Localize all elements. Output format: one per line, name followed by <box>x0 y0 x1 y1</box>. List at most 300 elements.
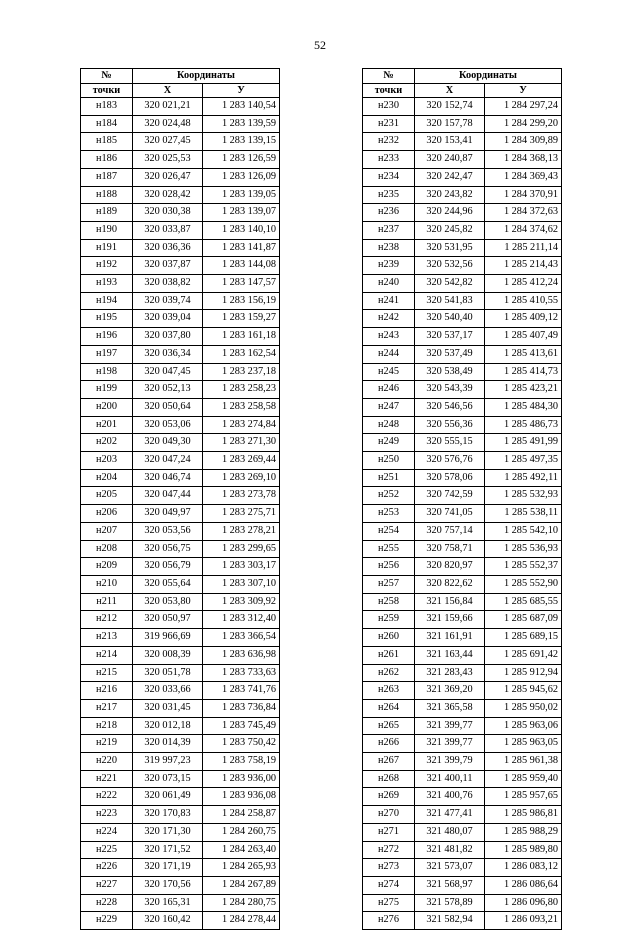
point-number-cell: н271 <box>363 823 415 841</box>
point-number-cell: н263 <box>363 682 415 700</box>
table-row <box>81 522 280 540</box>
point-number-cell: н193 <box>81 275 133 293</box>
table-row <box>363 168 562 186</box>
x-coordinate-cell: 320 046,74 <box>133 469 203 487</box>
y-coordinate-cell: 1 283 139,15 <box>203 133 280 151</box>
y-coordinate-cell: 1 285 536,93 <box>485 540 562 558</box>
y-coordinate-cell: 1 285 423,21 <box>485 381 562 399</box>
point-number-cell: н206 <box>81 505 133 523</box>
y-coordinate-cell: 1 283 147,57 <box>203 275 280 293</box>
y-coordinate-cell: 1 283 273,78 <box>203 487 280 505</box>
x-coordinate-cell: 320 039,04 <box>133 310 203 328</box>
table-row <box>81 416 280 434</box>
y-coordinate-cell: 1 285 491,99 <box>485 434 562 452</box>
x-coordinate-cell: 320 073,15 <box>133 770 203 788</box>
x-coordinate-cell: 320 171,19 <box>133 859 203 877</box>
table-row <box>81 558 280 576</box>
table-row <box>363 186 562 204</box>
point-number-cell: н202 <box>81 434 133 452</box>
point-number-cell: н223 <box>81 806 133 824</box>
y-coordinate-cell: 1 285 542,10 <box>485 522 562 540</box>
table-row <box>81 611 280 629</box>
y-coordinate-cell: 1 283 307,10 <box>203 575 280 593</box>
x-coordinate-cell: 320 061,49 <box>133 788 203 806</box>
point-number-cell: н204 <box>81 469 133 487</box>
table-row <box>81 434 280 452</box>
y-coordinate-cell: 1 285 492,11 <box>485 469 562 487</box>
point-number-cell: н267 <box>363 753 415 771</box>
point-number-cell: н184 <box>81 115 133 133</box>
point-number-cell: н218 <box>81 717 133 735</box>
point-number-cell: н214 <box>81 646 133 664</box>
y-coordinate-cell: 1 283 736,84 <box>203 699 280 717</box>
x-coordinate-cell: 321 283,43 <box>415 664 485 682</box>
table-row <box>363 540 562 558</box>
table-row <box>363 133 562 151</box>
table-row <box>363 292 562 310</box>
x-coordinate-cell: 320 242,47 <box>415 168 485 186</box>
point-number-cell: н237 <box>363 221 415 239</box>
table-row <box>363 221 562 239</box>
table-row <box>81 151 280 169</box>
table-row <box>363 98 562 116</box>
x-coordinate-cell: 320 027,45 <box>133 133 203 151</box>
y-coordinate-cell: 1 285 407,49 <box>485 328 562 346</box>
y-coordinate-cell: 1 283 269,10 <box>203 469 280 487</box>
y-coordinate-cell: 1 285 413,61 <box>485 345 562 363</box>
table-row <box>363 239 562 257</box>
table-row <box>81 505 280 523</box>
y-coordinate-cell: 1 284 374,62 <box>485 221 562 239</box>
table-row <box>363 788 562 806</box>
y-coordinate-cell: 1 284 369,43 <box>485 168 562 186</box>
x-coordinate-cell: 320 047,45 <box>133 363 203 381</box>
x-coordinate-cell: 320 537,49 <box>415 345 485 363</box>
table-row <box>81 239 280 257</box>
x-coordinate-cell: 321 481,82 <box>415 841 485 859</box>
x-coordinate-cell: 320 532,56 <box>415 257 485 275</box>
table-row <box>363 434 562 452</box>
y-coordinate-cell: 1 283 159,27 <box>203 310 280 328</box>
table-row <box>363 770 562 788</box>
x-coordinate-cell: 320 541,83 <box>415 292 485 310</box>
y-coordinate-cell: 1 283 126,09 <box>203 168 280 186</box>
point-number-cell: н239 <box>363 257 415 275</box>
y-coordinate-cell: 1 285 988,29 <box>485 823 562 841</box>
point-number-cell: н208 <box>81 540 133 558</box>
table-row <box>81 115 280 133</box>
y-coordinate-cell: 1 283 750,42 <box>203 735 280 753</box>
y-coordinate-cell: 1 285 986,81 <box>485 806 562 824</box>
y-coordinate-cell: 1 283 299,65 <box>203 540 280 558</box>
table-row <box>363 505 562 523</box>
x-coordinate-cell: 321 156,84 <box>415 593 485 611</box>
y-coordinate-cell: 1 285 957,65 <box>485 788 562 806</box>
point-number-cell: н197 <box>81 345 133 363</box>
x-coordinate-cell: 320 036,34 <box>133 345 203 363</box>
x-coordinate-cell: 320 051,78 <box>133 664 203 682</box>
table-row <box>363 876 562 894</box>
x-coordinate-cell: 321 399,79 <box>415 753 485 771</box>
point-number-cell: н228 <box>81 894 133 912</box>
point-number-cell: н258 <box>363 593 415 611</box>
x-column-header: X <box>133 83 203 98</box>
table-row <box>81 753 280 771</box>
point-number-subheader: точки <box>81 83 133 98</box>
coordinates-table-left <box>80 68 280 930</box>
table-row <box>81 876 280 894</box>
point-number-cell: н220 <box>81 753 133 771</box>
table-row <box>363 823 562 841</box>
x-coordinate-cell: 320 012,18 <box>133 717 203 735</box>
y-coordinate-cell: 1 286 093,21 <box>485 912 562 930</box>
point-number-cell: н273 <box>363 859 415 877</box>
point-number-cell: н226 <box>81 859 133 877</box>
table-row <box>81 452 280 470</box>
x-coordinate-cell: 320 543,39 <box>415 381 485 399</box>
y-coordinate-cell: 1 285 912,94 <box>485 664 562 682</box>
x-coordinate-cell: 320 245,82 <box>415 221 485 239</box>
table-row <box>81 487 280 505</box>
table-row <box>81 257 280 275</box>
y-coordinate-cell: 1 284 260,75 <box>203 823 280 841</box>
point-number-cell: н247 <box>363 398 415 416</box>
y-coordinate-cell: 1 284 265,93 <box>203 859 280 877</box>
table-row <box>81 398 280 416</box>
y-coordinate-cell: 1 284 258,87 <box>203 806 280 824</box>
y-coordinate-cell: 1 285 945,62 <box>485 682 562 700</box>
x-coordinate-cell: 320 531,95 <box>415 239 485 257</box>
table-row <box>81 345 280 363</box>
y-coordinate-cell: 1 285 963,05 <box>485 735 562 753</box>
x-coordinate-cell: 320 578,06 <box>415 469 485 487</box>
point-number-header: № <box>81 69 133 84</box>
point-number-cell: н276 <box>363 912 415 930</box>
y-coordinate-cell: 1 283 366,54 <box>203 629 280 647</box>
y-coordinate-cell: 1 283 636,98 <box>203 646 280 664</box>
table-row <box>363 151 562 169</box>
y-coordinate-cell: 1 284 280,75 <box>203 894 280 912</box>
point-number-cell: н200 <box>81 398 133 416</box>
x-coordinate-cell: 321 369,20 <box>415 682 485 700</box>
point-number-cell: н232 <box>363 133 415 151</box>
x-coordinate-cell: 320 038,82 <box>133 275 203 293</box>
point-number-cell: н227 <box>81 876 133 894</box>
x-coordinate-cell: 320 025,53 <box>133 151 203 169</box>
y-coordinate-cell: 1 285 552,90 <box>485 575 562 593</box>
x-coordinate-cell: 320 036,36 <box>133 239 203 257</box>
table-row <box>363 398 562 416</box>
point-number-cell: н264 <box>363 699 415 717</box>
x-column-header: X <box>415 83 485 98</box>
x-coordinate-cell: 320 157,78 <box>415 115 485 133</box>
table-row <box>81 788 280 806</box>
table-row <box>81 770 280 788</box>
x-coordinate-cell: 320 049,97 <box>133 505 203 523</box>
table-row <box>81 540 280 558</box>
y-coordinate-cell: 1 283 936,08 <box>203 788 280 806</box>
page-number: 52 <box>314 38 326 52</box>
table-row <box>363 452 562 470</box>
point-number-cell: н212 <box>81 611 133 629</box>
point-number-cell: н215 <box>81 664 133 682</box>
table-row <box>363 328 562 346</box>
point-number-header: № <box>363 69 415 84</box>
y-coordinate-cell: 1 283 758,19 <box>203 753 280 771</box>
y-coordinate-cell: 1 285 963,06 <box>485 717 562 735</box>
point-number-cell: н217 <box>81 699 133 717</box>
x-coordinate-cell: 320 008,39 <box>133 646 203 664</box>
x-coordinate-cell: 321 365,58 <box>415 699 485 717</box>
table-row <box>363 115 562 133</box>
point-number-cell: н240 <box>363 275 415 293</box>
table-row <box>363 310 562 328</box>
table-row <box>363 806 562 824</box>
point-number-cell: н252 <box>363 487 415 505</box>
table-row <box>363 912 562 930</box>
table-row <box>81 275 280 293</box>
point-number-cell: н262 <box>363 664 415 682</box>
x-coordinate-cell: 321 582,94 <box>415 912 485 930</box>
x-coordinate-cell: 320 160,42 <box>133 912 203 930</box>
y-coordinate-cell: 1 286 083,12 <box>485 859 562 877</box>
point-number-cell: н249 <box>363 434 415 452</box>
point-number-cell: н199 <box>81 381 133 399</box>
table-row <box>363 753 562 771</box>
y-coordinate-cell: 1 285 486,73 <box>485 416 562 434</box>
x-coordinate-cell: 320 542,82 <box>415 275 485 293</box>
x-coordinate-cell: 320 049,30 <box>133 434 203 452</box>
x-coordinate-cell: 321 161,91 <box>415 629 485 647</box>
y-coordinate-cell: 1 283 274,84 <box>203 416 280 434</box>
y-coordinate-cell: 1 286 086,64 <box>485 876 562 894</box>
table-row <box>81 328 280 346</box>
coordinates-header: Координаты <box>415 69 562 84</box>
x-coordinate-cell: 320 741,05 <box>415 505 485 523</box>
point-number-cell: н244 <box>363 345 415 363</box>
x-coordinate-cell: 320 033,66 <box>133 682 203 700</box>
y-coordinate-cell: 1 285 538,11 <box>485 505 562 523</box>
table-row <box>363 841 562 859</box>
y-coordinate-cell: 1 283 144,08 <box>203 257 280 275</box>
x-coordinate-cell: 320 822,62 <box>415 575 485 593</box>
table-row <box>363 717 562 735</box>
point-number-cell: н186 <box>81 151 133 169</box>
table-row <box>81 806 280 824</box>
y-coordinate-cell: 1 285 552,37 <box>485 558 562 576</box>
y-coordinate-cell: 1 283 141,87 <box>203 239 280 257</box>
point-number-subheader: точки <box>363 83 415 98</box>
point-number-cell: н234 <box>363 168 415 186</box>
x-coordinate-cell: 320 165,31 <box>133 894 203 912</box>
y-coordinate-cell: 1 285 484,30 <box>485 398 562 416</box>
x-coordinate-cell: 320 820,97 <box>415 558 485 576</box>
point-number-cell: н233 <box>363 151 415 169</box>
x-coordinate-cell: 320 052,13 <box>133 381 203 399</box>
y-coordinate-cell: 1 285 412,24 <box>485 275 562 293</box>
table-row <box>81 363 280 381</box>
x-coordinate-cell: 320 170,83 <box>133 806 203 824</box>
table-row <box>363 381 562 399</box>
y-coordinate-cell: 1 283 303,17 <box>203 558 280 576</box>
x-coordinate-cell: 320 056,79 <box>133 558 203 576</box>
x-coordinate-cell: 320 538,49 <box>415 363 485 381</box>
table-row <box>363 575 562 593</box>
table-row <box>363 699 562 717</box>
y-coordinate-cell: 1 285 950,02 <box>485 699 562 717</box>
y-coordinate-cell: 1 284 267,89 <box>203 876 280 894</box>
y-coordinate-cell: 1 284 370,91 <box>485 186 562 204</box>
x-coordinate-cell: 320 170,56 <box>133 876 203 894</box>
coordinates-table-right <box>362 68 562 930</box>
point-number-cell: н257 <box>363 575 415 593</box>
point-number-cell: н209 <box>81 558 133 576</box>
table-row <box>81 735 280 753</box>
point-number-cell: н188 <box>81 186 133 204</box>
point-number-cell: н238 <box>363 239 415 257</box>
table-row <box>81 310 280 328</box>
x-coordinate-cell: 320 047,24 <box>133 452 203 470</box>
point-number-cell: н246 <box>363 381 415 399</box>
point-number-cell: н250 <box>363 452 415 470</box>
y-coordinate-cell: 1 285 689,15 <box>485 629 562 647</box>
table-row <box>81 823 280 841</box>
y-coordinate-cell: 1 283 126,59 <box>203 151 280 169</box>
table-row <box>81 717 280 735</box>
y-coordinate-cell: 1 283 139,05 <box>203 186 280 204</box>
point-number-cell: н251 <box>363 469 415 487</box>
y-coordinate-cell: 1 284 368,13 <box>485 151 562 169</box>
point-number-cell: н190 <box>81 221 133 239</box>
x-coordinate-cell: 320 050,97 <box>133 611 203 629</box>
point-number-cell: н221 <box>81 770 133 788</box>
x-coordinate-cell: 320 171,52 <box>133 841 203 859</box>
x-coordinate-cell: 321 399,77 <box>415 717 485 735</box>
table-row <box>81 98 280 116</box>
point-number-cell: н253 <box>363 505 415 523</box>
x-coordinate-cell: 320 021,21 <box>133 98 203 116</box>
table-row <box>81 186 280 204</box>
point-number-cell: н230 <box>363 98 415 116</box>
point-number-cell: н224 <box>81 823 133 841</box>
x-coordinate-cell: 321 159,66 <box>415 611 485 629</box>
coordinates-header: Координаты <box>133 69 280 84</box>
point-number-cell: н266 <box>363 735 415 753</box>
table-row <box>81 593 280 611</box>
y-coordinate-cell: 1 284 297,24 <box>485 98 562 116</box>
point-number-cell: н213 <box>81 629 133 647</box>
y-coordinate-cell: 1 285 532,93 <box>485 487 562 505</box>
table-row <box>363 275 562 293</box>
y-coordinate-cell: 1 285 497,35 <box>485 452 562 470</box>
point-number-cell: н272 <box>363 841 415 859</box>
point-number-cell: н189 <box>81 204 133 222</box>
point-number-cell: н236 <box>363 204 415 222</box>
y-coordinate-cell: 1 283 156,19 <box>203 292 280 310</box>
table-row <box>81 575 280 593</box>
x-coordinate-cell: 320 576,76 <box>415 452 485 470</box>
point-number-cell: н219 <box>81 735 133 753</box>
y-coordinate-cell: 1 283 309,92 <box>203 593 280 611</box>
x-coordinate-cell: 321 399,77 <box>415 735 485 753</box>
table-row <box>363 204 562 222</box>
y-column-header: У <box>485 83 562 98</box>
table-row <box>363 629 562 647</box>
point-number-cell: н216 <box>81 682 133 700</box>
y-coordinate-cell: 1 283 258,58 <box>203 398 280 416</box>
point-number-cell: н255 <box>363 540 415 558</box>
x-coordinate-cell: 320 053,06 <box>133 416 203 434</box>
x-coordinate-cell: 320 047,44 <box>133 487 203 505</box>
x-coordinate-cell: 320 037,80 <box>133 328 203 346</box>
x-coordinate-cell: 320 039,74 <box>133 292 203 310</box>
point-number-cell: н203 <box>81 452 133 470</box>
point-number-cell: н207 <box>81 522 133 540</box>
x-coordinate-cell: 320 031,45 <box>133 699 203 717</box>
point-number-cell: н205 <box>81 487 133 505</box>
point-number-cell: н243 <box>363 328 415 346</box>
point-number-cell: н195 <box>81 310 133 328</box>
table-row <box>363 859 562 877</box>
y-coordinate-cell: 1 285 961,38 <box>485 753 562 771</box>
y-coordinate-cell: 1 285 691,42 <box>485 646 562 664</box>
point-number-cell: н231 <box>363 115 415 133</box>
x-coordinate-cell: 320 056,75 <box>133 540 203 558</box>
table-row <box>81 699 280 717</box>
point-number-cell: н191 <box>81 239 133 257</box>
point-number-cell: н222 <box>81 788 133 806</box>
x-coordinate-cell: 320 024,48 <box>133 115 203 133</box>
table-row <box>81 381 280 399</box>
y-coordinate-cell: 1 283 936,00 <box>203 770 280 788</box>
point-number-cell: н274 <box>363 876 415 894</box>
y-coordinate-cell: 1 284 299,20 <box>485 115 562 133</box>
point-number-cell: н242 <box>363 310 415 328</box>
table-row <box>81 629 280 647</box>
y-coordinate-cell: 1 283 140,10 <box>203 221 280 239</box>
table-row <box>81 912 280 930</box>
point-number-cell: н192 <box>81 257 133 275</box>
table-row <box>81 292 280 310</box>
table-row <box>81 894 280 912</box>
y-coordinate-cell: 1 284 278,44 <box>203 912 280 930</box>
y-coordinate-cell: 1 283 275,71 <box>203 505 280 523</box>
table-row <box>363 363 562 381</box>
x-coordinate-cell: 320 152,74 <box>415 98 485 116</box>
y-coordinate-cell: 1 283 237,18 <box>203 363 280 381</box>
point-number-cell: н254 <box>363 522 415 540</box>
point-number-cell: н194 <box>81 292 133 310</box>
y-coordinate-cell: 1 283 312,40 <box>203 611 280 629</box>
y-coordinate-cell: 1 283 741,76 <box>203 682 280 700</box>
y-coordinate-cell: 1 285 989,80 <box>485 841 562 859</box>
x-coordinate-cell: 320 033,87 <box>133 221 203 239</box>
x-coordinate-cell: 320 742,59 <box>415 487 485 505</box>
table-row <box>363 558 562 576</box>
x-coordinate-cell: 321 578,89 <box>415 894 485 912</box>
x-coordinate-cell: 321 477,41 <box>415 806 485 824</box>
table-row <box>363 735 562 753</box>
table-row <box>363 469 562 487</box>
y-coordinate-cell: 1 283 139,07 <box>203 204 280 222</box>
table-row <box>363 345 562 363</box>
y-coordinate-cell: 1 283 258,23 <box>203 381 280 399</box>
point-number-cell: н196 <box>81 328 133 346</box>
point-number-cell: н270 <box>363 806 415 824</box>
point-number-cell: н183 <box>81 98 133 116</box>
table-row <box>81 221 280 239</box>
table-row <box>81 664 280 682</box>
